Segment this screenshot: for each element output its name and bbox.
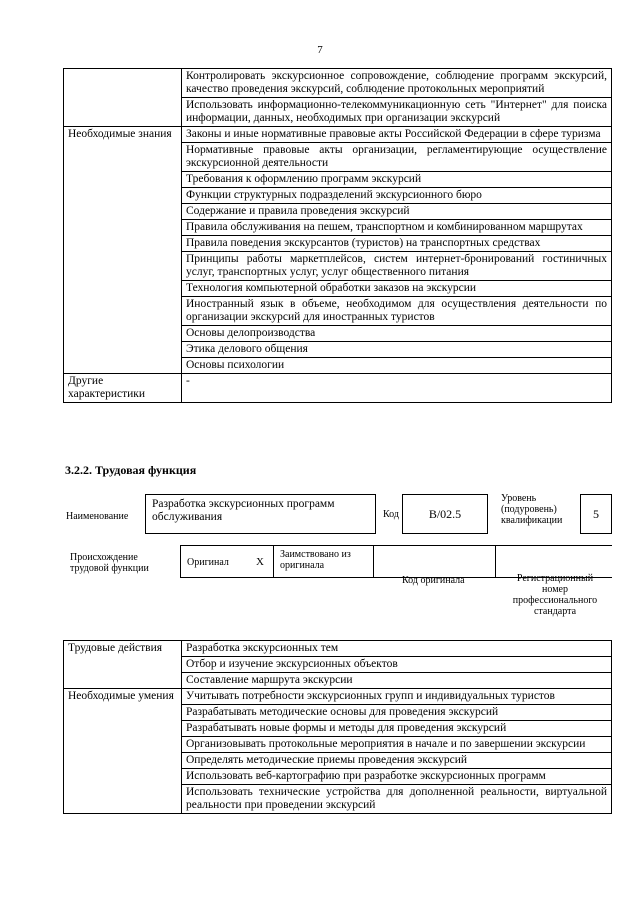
row-item: Определять методические приемы проведения экскурсий [182,753,612,769]
name-label: Наименование [66,511,129,522]
row-label: Необходимые знания [64,127,182,374]
row-item: Использовать информационно-телекоммуникационную сеть "Интернет" для поиска информации, данных, необходимых при организации экскурсий [182,98,612,127]
row-label: Другие характеристики [64,374,182,403]
row-item: Законы и иные нормативные правовые акты Российской Федерации в сфере туризма [182,127,612,143]
row-item: Требования к оформлению программ экскурсий [182,172,612,188]
row-item: Разрабатывать новые формы и методы для проведения экскурсий [182,721,612,737]
original-mark: X [256,556,264,568]
borrowed-label: Заимствовано из оригинала [280,549,351,571]
function-name-value: Разработка экскурсионных программ обслуживания [145,494,376,534]
row-item: Правила поведения экскурсантов (туристов) на транспортных средствах [182,236,612,252]
code-label: Код [383,509,399,520]
row-item: Этика делового общения [182,342,612,358]
row-item: Основы психологии [182,358,612,374]
table-row [64,69,612,98]
row-item: Функции структурных подразделений экскурсионного бюро [182,188,612,204]
requirements-table-2 [63,640,612,814]
original-code-caption: Код оригинала [402,575,465,586]
row-item: Разработка экскурсионных тем [182,641,612,657]
page-number: 7 [317,44,323,56]
row-item: Разрабатывать методические основы для проведения экскурсий [182,705,612,721]
row-item: Организовывать протокольные мероприятия в начале и по завершении экскурсии [182,737,612,753]
row-item: Технология компьютерной обработки заказов на экскурсии [182,281,612,297]
requirements-table-1 [63,68,612,403]
table-row [64,127,612,143]
row-item: Отбор и изучение экскурсионных объектов [182,657,612,673]
row-label [64,69,182,127]
row-item: Основы делопроизводства [182,326,612,342]
row-item: Использовать технические устройства для дополненной реальности, виртуальной реальности при проведении экскурсий [182,785,612,814]
row-item: Нормативные правовые акты организации, регламентирующие осуществление экскурсионной деятельности [182,143,612,172]
section-title: 3.2.2. Трудовая функция [65,463,197,477]
qualification-level-label: Уровень (подуровень) квалификации [501,493,563,526]
table-row [64,689,612,705]
row-item: Принципы работы маркетплейсов, систем интернет-бронирований гостиничных услуг, транспортных услуг, услуг общественного питания [182,252,612,281]
table-row [64,641,612,657]
row-item: Контролировать экскурсионное сопровождение, соблюдение программ экскурсий, качество проведения экскурсий, соблюдение протокольных мероприятий [182,69,612,98]
row-item: Учитывать потребности экскурсионных групп и индивидуальных туристов [182,689,612,705]
row-item: Правила обслуживания на пешем, транспортном и комбинированном маршрутах [182,220,612,236]
origin-label: Происхождение трудовой функции [70,552,149,574]
row-item: Содержание и правила проведения экскурсий [182,204,612,220]
row-item: Иностранный язык в объеме, необходимом для осуществления деятельности по организации экскурсий для иностранных туристов [182,297,612,326]
reg-number-caption: Регистрационный номер профессионального стандарта [512,573,598,617]
row-item: Составление маршрута экскурсии [182,673,612,689]
row-item: - [182,374,612,403]
table-row [64,374,612,403]
row-label: Необходимые умения [64,689,182,814]
function-code-value: B/02.5 [402,494,488,534]
qualification-level-value: 5 [580,494,612,534]
original-label: Оригинал [187,557,229,568]
row-label: Трудовые действия [64,641,182,689]
original-code-cell [373,546,495,577]
row-item: Использовать веб-картографию при разработке экскурсионных программ [182,769,612,785]
